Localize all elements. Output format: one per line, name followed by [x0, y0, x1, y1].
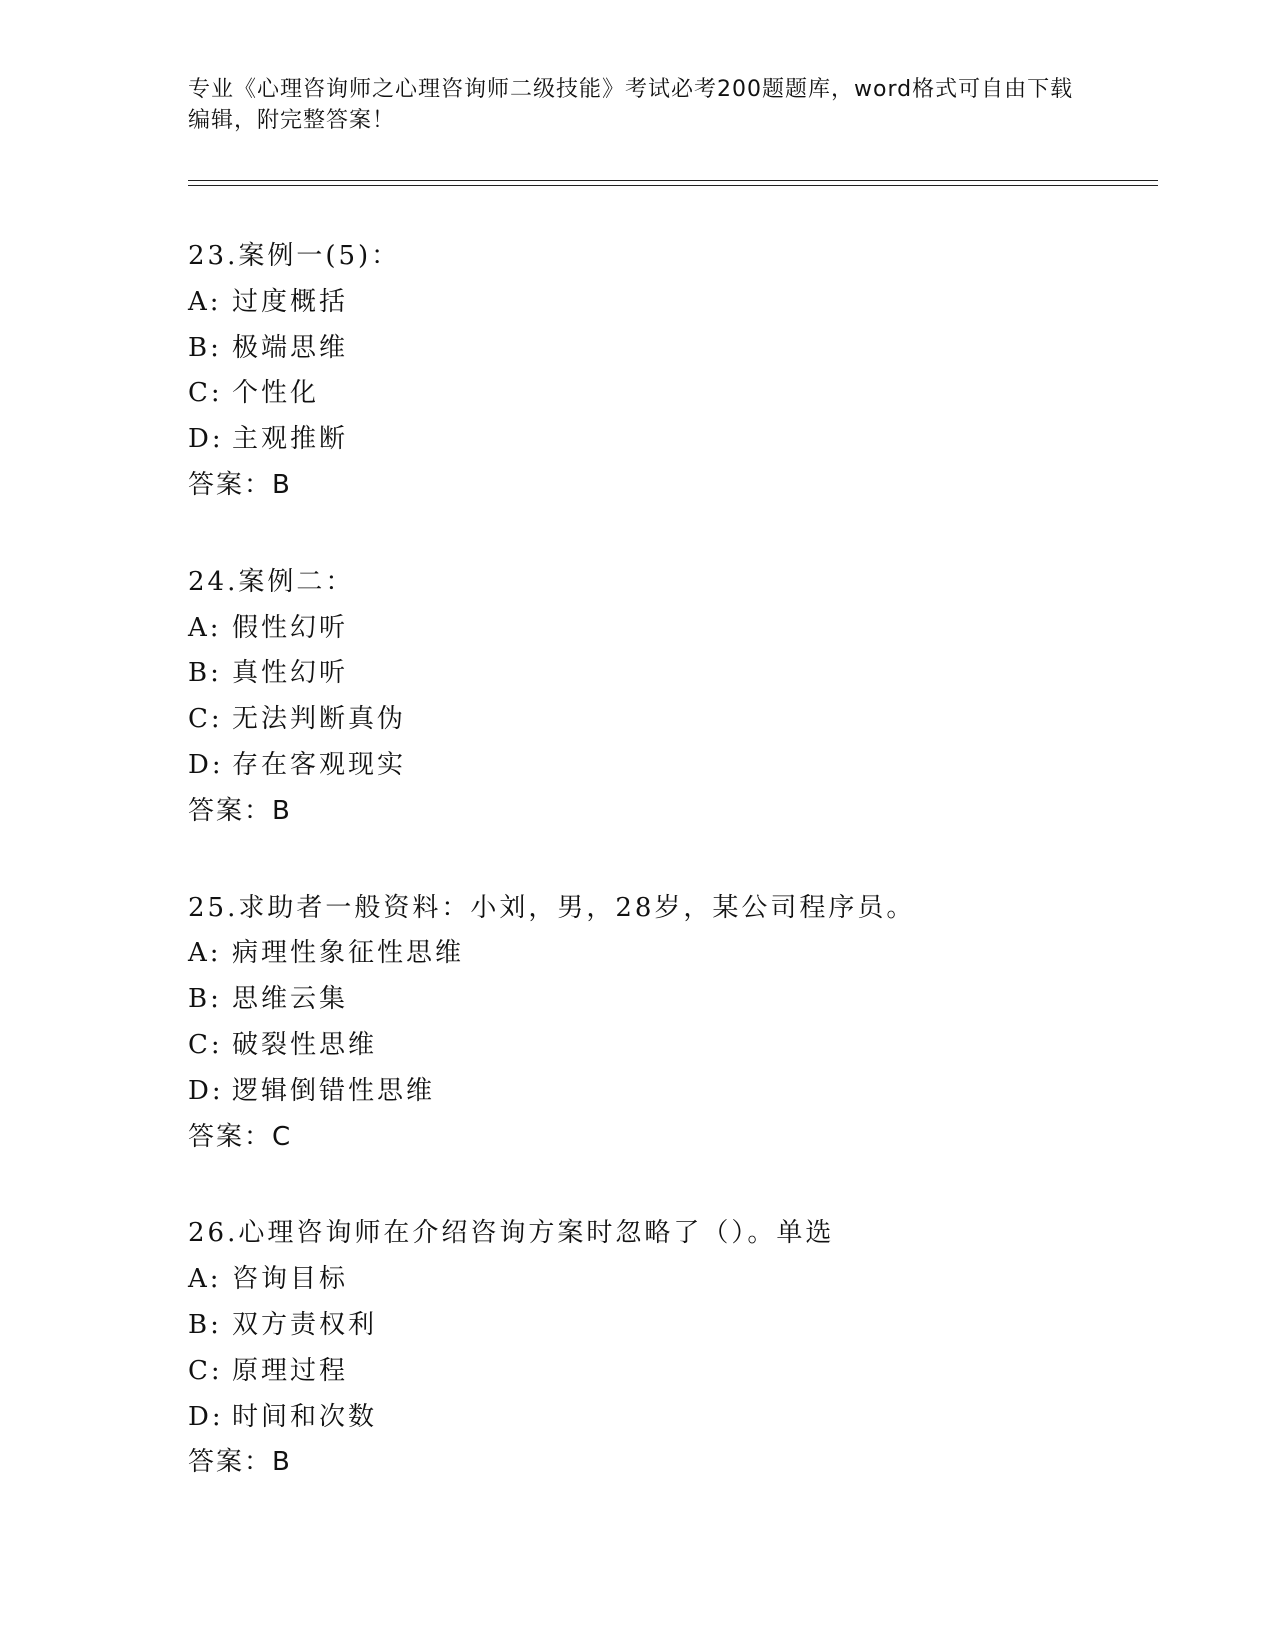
option-text: 破裂性思维 [232, 1029, 378, 1060]
option-a [188, 606, 1148, 652]
question-26 [188, 1211, 1148, 1486]
question-title: 24.案例二： [188, 566, 355, 597]
option-key: A: [188, 612, 222, 643]
answer-line: 答案：B [188, 1447, 292, 1478]
question-title: 25.求助者一般资料：小刘，男，28岁，某公司程序员。 [188, 892, 916, 923]
option-key: B: [188, 1309, 222, 1340]
option-key: D: [188, 749, 224, 780]
option-key: D: [188, 1075, 224, 1106]
option-key: C: [188, 1029, 223, 1060]
option-a [188, 280, 1148, 326]
option-c [188, 1349, 1148, 1395]
option-text: 个性化 [232, 378, 320, 409]
option-text: 假性幻听 [232, 612, 349, 643]
option-text: 病理性象征性思维 [232, 938, 465, 969]
option-key: C: [188, 378, 223, 409]
option-text: 时间和次数 [232, 1401, 378, 1432]
option-b [188, 326, 1148, 372]
option-key: A: [188, 286, 222, 317]
option-key: A: [188, 1264, 222, 1295]
option-key: D: [188, 1401, 224, 1432]
answer-line: 答案：B [188, 795, 292, 826]
option-key: C: [188, 1355, 223, 1386]
option-b [188, 977, 1148, 1023]
option-text: 原理过程 [232, 1355, 349, 1386]
document-header: 专业《心理咨询师之心理咨询师二级技能》考试必考200题题库，word格式可自由下载编辑，附完整答案！ [188, 77, 1074, 133]
question-title: 26.心理咨询师在介绍咨询方案时忽略了（）。单选 [188, 1218, 835, 1249]
option-key: B: [188, 332, 222, 363]
option-text: 极端思维 [232, 332, 349, 363]
option-key: D: [188, 424, 224, 455]
option-b [188, 1303, 1148, 1349]
header-divider-bottom [188, 185, 1158, 186]
answer-line: 答案：C [188, 1121, 293, 1152]
option-text: 过度概括 [232, 286, 349, 317]
option-text: 思维云集 [232, 984, 349, 1015]
option-key: A: [188, 938, 222, 969]
option-d [188, 1395, 1148, 1441]
option-d [188, 417, 1148, 463]
option-c [188, 371, 1148, 417]
answer-line: 答案：B [188, 469, 292, 500]
option-key: C: [188, 704, 223, 735]
option-text: 主观推断 [232, 424, 349, 455]
option-key: B: [188, 984, 222, 1015]
option-text: 逻辑倒错性思维 [232, 1075, 436, 1106]
question-24 [188, 560, 1148, 835]
option-key: B: [188, 658, 222, 689]
option-text: 无法判断真伪 [232, 704, 407, 735]
question-23 [188, 234, 1148, 509]
question-list [188, 234, 1148, 1537]
header-divider-top [188, 180, 1158, 181]
question-title: 23.案例一(5)： [188, 241, 401, 271]
option-d [188, 743, 1148, 789]
option-c [188, 697, 1148, 743]
option-a [188, 1257, 1148, 1303]
option-text: 真性幻听 [232, 658, 349, 689]
option-b [188, 651, 1148, 697]
option-text: 咨询目标 [232, 1264, 349, 1295]
question-25 [188, 886, 1148, 1161]
option-text: 双方责权利 [232, 1309, 378, 1340]
option-text: 存在客观现实 [232, 749, 407, 780]
option-a [188, 931, 1148, 977]
option-c [188, 1023, 1148, 1069]
option-d [188, 1069, 1148, 1115]
